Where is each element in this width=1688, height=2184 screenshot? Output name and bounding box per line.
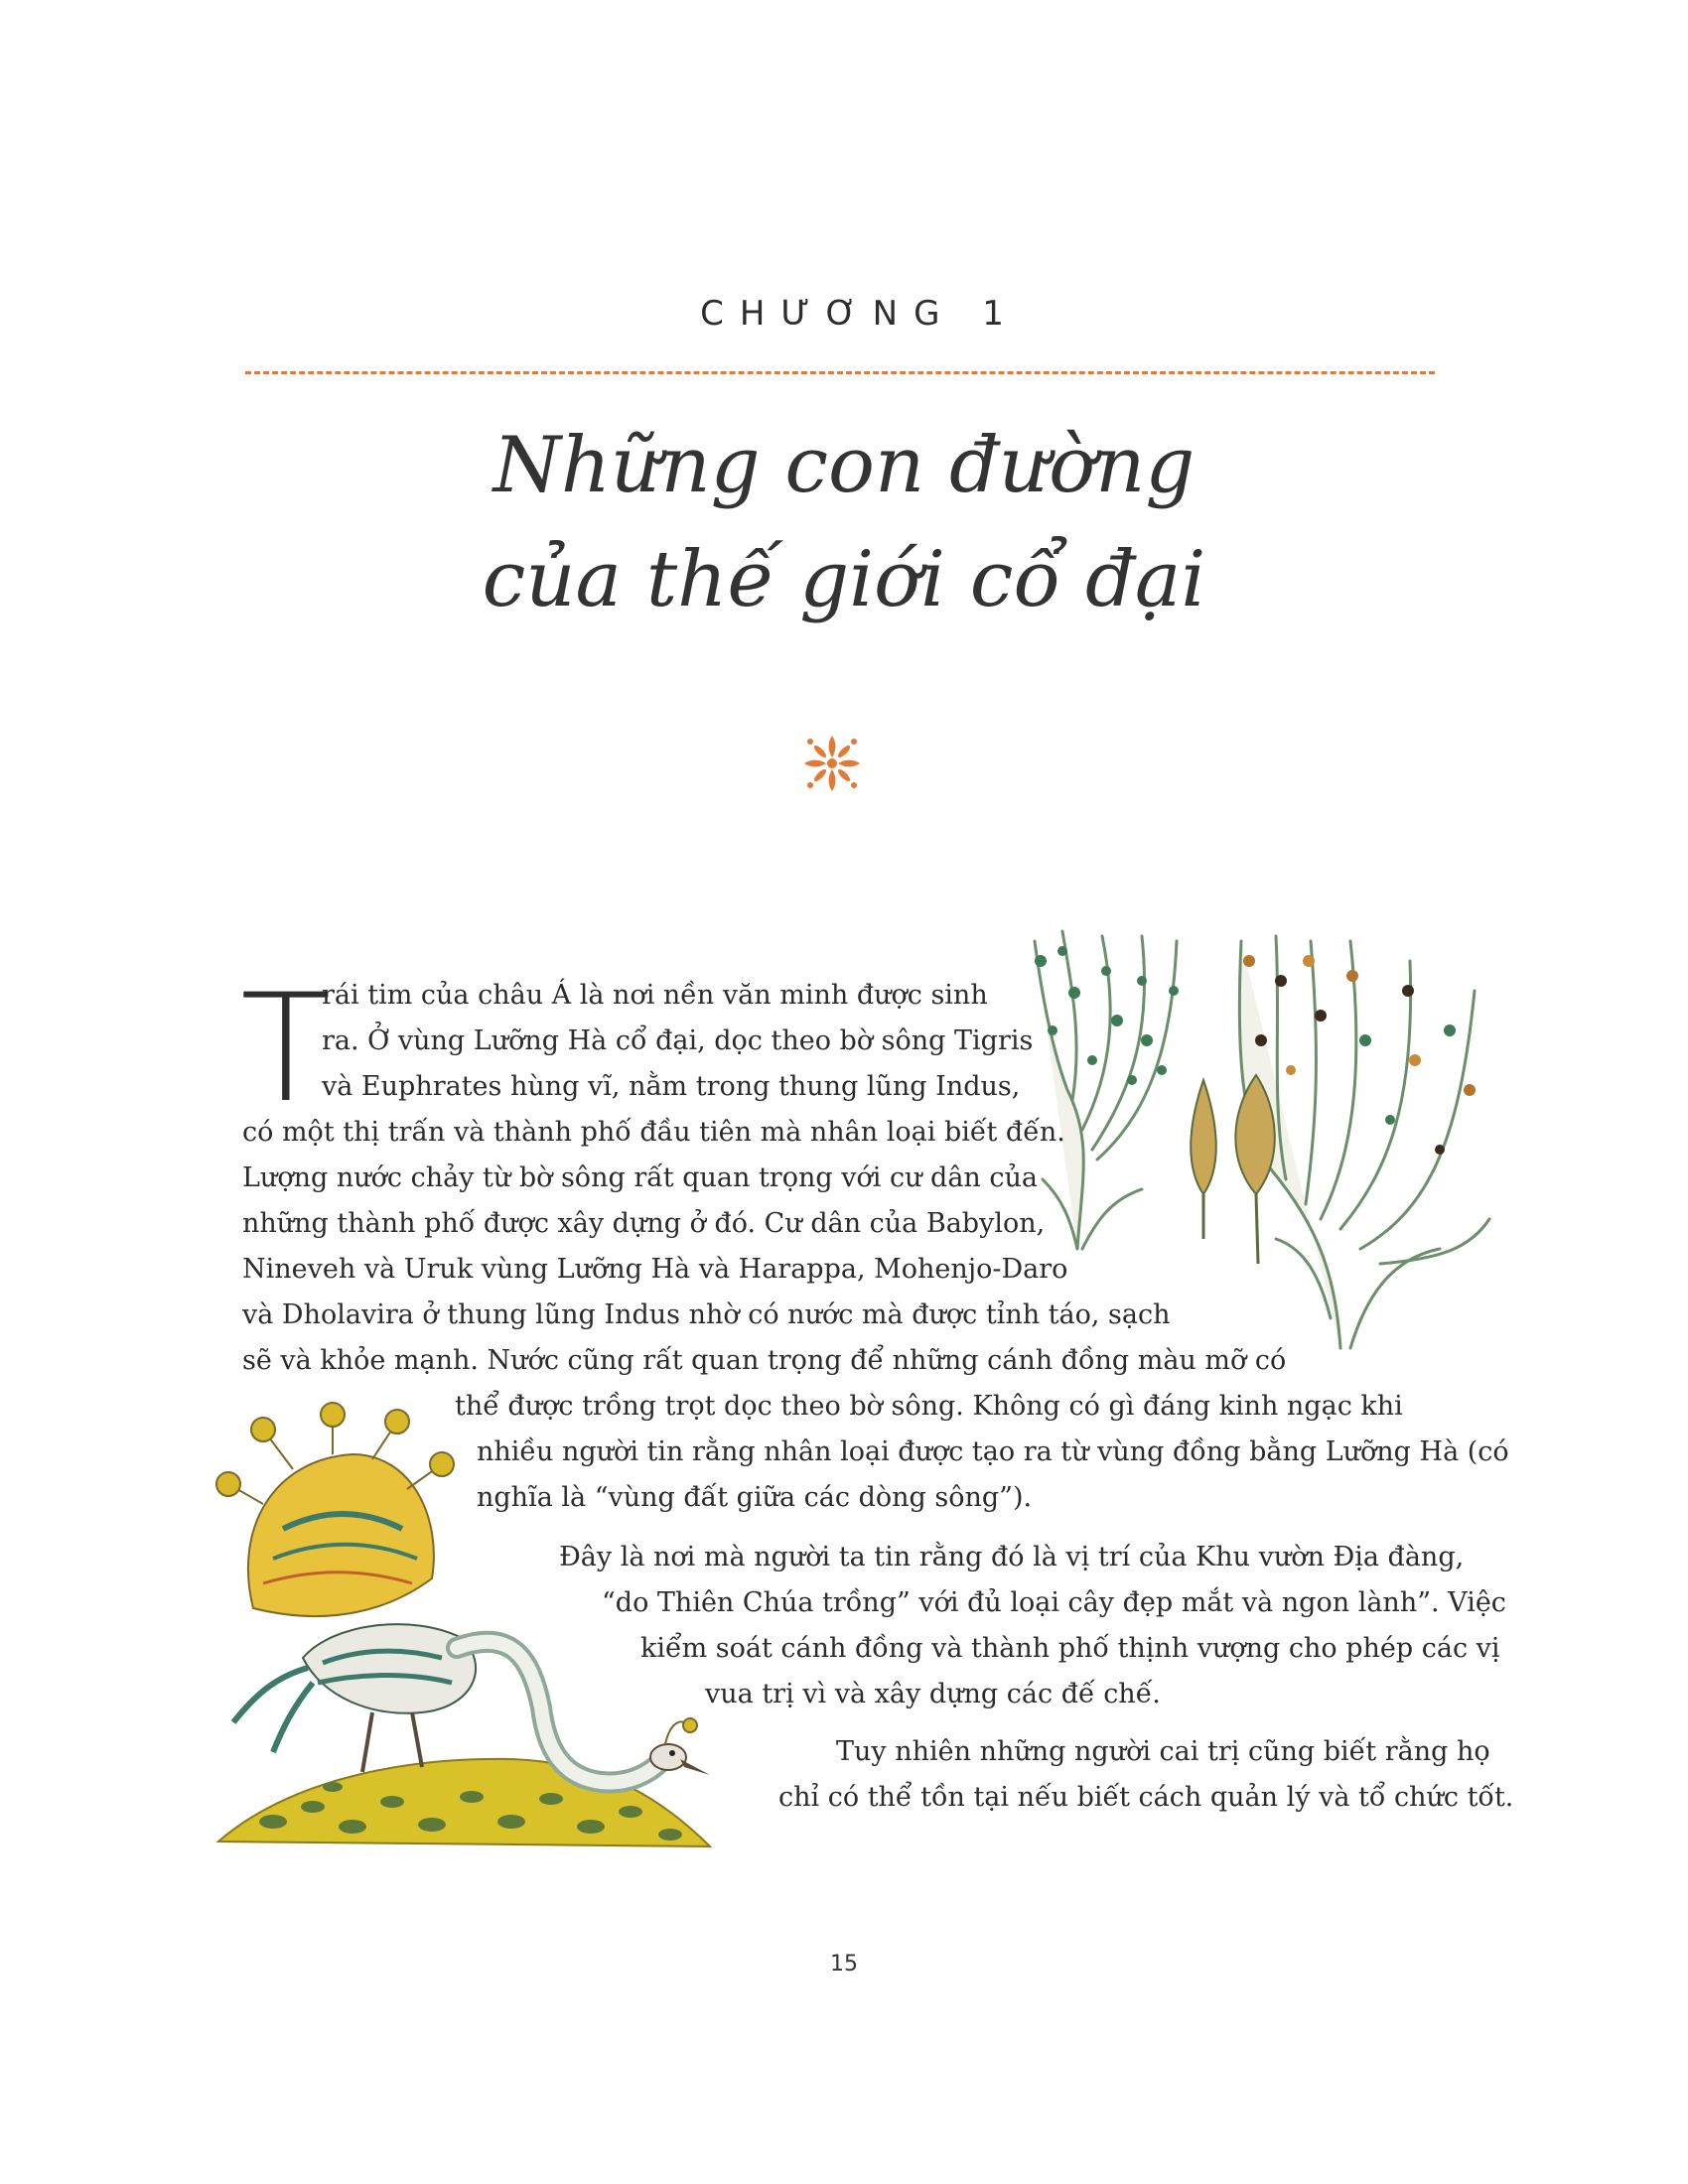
paragraph-line: kiểm soát cánh đồng và thành phố thịnh vượng cho phép các vị	[640, 1633, 1500, 1664]
paragraph-line: vua trị vì và xây dựng các đế chế.	[705, 1679, 1161, 1709]
paragraph-line: Đây là nơi mà người ta tin rằng đó là vị trí của Khu vườn Địa đàng,	[559, 1542, 1465, 1572]
paragraph-line: và Euphrates hùng vĩ, nằm trong thung lũng Indus,	[322, 1071, 1021, 1102]
paragraph-line: sẽ và khỏe mạnh. Nước cũng rất quan trọng để những cánh đồng màu mỡ có	[242, 1345, 1287, 1376]
drop-cap: T	[240, 963, 332, 1136]
paragraph-line: Nineveh và Uruk vùng Lưỡng Hà và Harappa, Mohenjo-Daro	[242, 1254, 1068, 1285]
paragraph-line: ra. Ở vùng Lưỡng Hà cổ đại, dọc theo bờ sông Tigris	[322, 1025, 1034, 1056]
paragraph-line: có một thị trấn và thành phố đầu tiên mà nhân loại biết đến.	[242, 1117, 1065, 1148]
paragraph-line: chỉ có thể tồn tại nếu biết cách quản lý và tổ chức tốt.	[778, 1782, 1514, 1813]
paragraph-line: thể được trồng trọt dọc theo bờ sông. Không có gì đáng kinh ngạc khi	[455, 1391, 1403, 1422]
paragraph-line: và Dholavira ở thung lũng Indus nhờ có nước mà được tỉnh táo, sạch	[242, 1299, 1171, 1330]
chapter-title-line-1: Những con đường	[492, 421, 1196, 510]
paragraph-line: nghĩa là “vùng đất giữa các dòng sông”).	[477, 1482, 1033, 1513]
chapter-label: CHƯƠNG 1	[700, 294, 1020, 334]
paragraph-line: rái tim của châu Á là nơi nền văn minh được sinh	[322, 980, 988, 1011]
paragraph-line: Tuy nhiên những người cai trị cũng biết rằng họ	[836, 1736, 1490, 1767]
chapter-title-line-2: của thế giới cổ đại	[482, 535, 1206, 624]
flower-ornament-icon	[801, 733, 863, 794]
paragraph-line: “do Thiên Chúa trồng” với đủ loại cây đẹp mắt và ngon lành”. Việc	[602, 1587, 1506, 1618]
dashed-divider	[245, 371, 1435, 374]
page-number: 15	[830, 1952, 858, 1977]
paragraph-line: những thành phố được xây dựng ở đó. Cư dân của Babylon,	[242, 1208, 1046, 1239]
paragraph-line: Lượng nước chảy từ bờ sông rất quan trọng với cư dân của	[242, 1162, 1038, 1193]
paragraph-line: nhiều người tin rằng nhân loại được tạo ra từ vùng đồng bằng Lưỡng Hà (có	[477, 1436, 1509, 1467]
